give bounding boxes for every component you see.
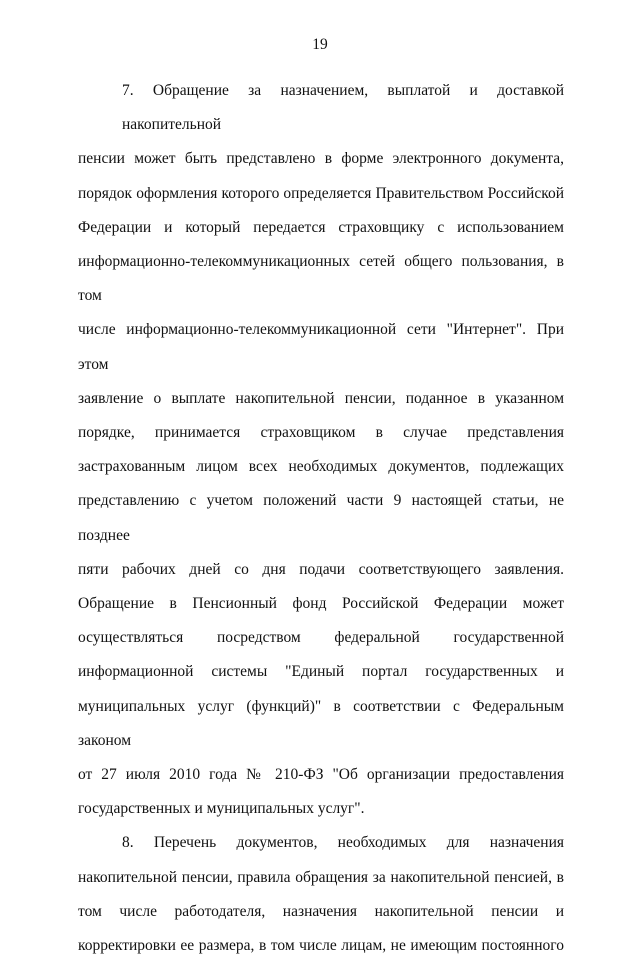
text-line: государственных и муниципальных услуг". xyxy=(78,800,365,818)
text-line: 8. Перечень документов, необходимых для назначения xyxy=(122,834,564,852)
text-line: осуществляться посредством федеральной государственной xyxy=(78,629,564,647)
text-line: накопительной пенсии, правила обращения за накопительной пенсией, в xyxy=(78,868,564,886)
text-line: пяти рабочих дней со дня подачи соответствующего заявления. xyxy=(78,560,564,578)
text-line: Федерации и который передается страховщику с использованием xyxy=(78,218,564,236)
text-line: порядок оформления которого определяется Правительством Российской xyxy=(78,184,564,202)
text-line: Обращение в Пенсионный фонд Российской Федерации может xyxy=(78,595,564,613)
text-line: от 27 июля 2010 года № 210-ФЗ "Об организации предоставления xyxy=(78,766,564,784)
text-line: корректировки ее размера, в том числе лицам, не имеющим постоянного xyxy=(78,937,564,955)
text-line: 7. Обращение за назначением, выплатой и доставкой накопительной xyxy=(122,82,564,134)
text-line: числе информационно-телекоммуникационной сети "Интернет". При этом xyxy=(78,321,564,373)
text-line: информационной системы "Единый портал государственных и xyxy=(78,663,564,681)
document-body xyxy=(78,74,564,963)
text-line: порядке, принимается страховщиком в случае представления xyxy=(78,424,564,442)
text-line: пенсии может быть представлено в форме электронного документа, xyxy=(78,150,564,168)
paragraph-7 xyxy=(78,74,564,826)
text-line: представлению с учетом положений части 9 настоящей статьи, не позднее xyxy=(78,492,564,544)
text-line: заявление о выплате накопительной пенсии, поданное в указанном xyxy=(78,389,564,407)
paragraph-8 xyxy=(78,826,564,963)
page-number: 19 xyxy=(312,36,328,53)
text-line: информационно-телекоммуникационных сетей общего пользования, в том xyxy=(78,253,564,305)
text-line: муниципальных услуг (функций)" в соответствии с Федеральным законом xyxy=(78,697,564,749)
text-line: том числе работодателя, назначения накопительной пенсии и xyxy=(78,902,564,920)
text-line: застрахованным лицом всех необходимых документов, подлежащих xyxy=(78,458,564,476)
